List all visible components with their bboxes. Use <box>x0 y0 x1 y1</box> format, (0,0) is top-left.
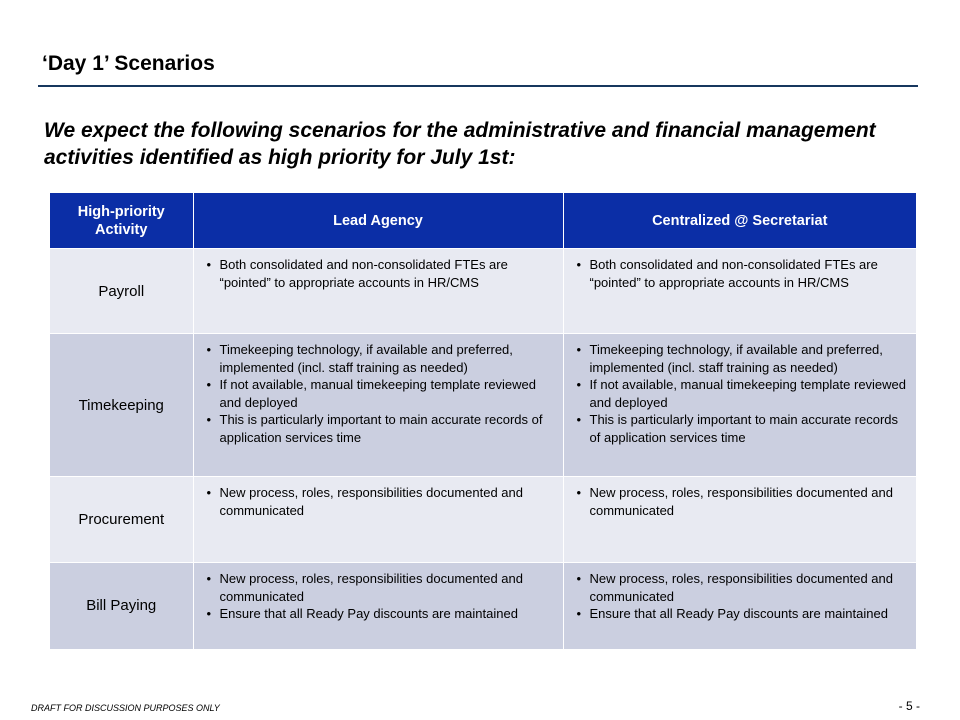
header-centralized: Centralized @ Secretariat <box>563 193 916 249</box>
bullet-item: • New process, roles, responsibilities documented and communicated <box>207 484 555 519</box>
table-row <box>50 249 916 334</box>
bullet-item: • Both consolidated and non-consolidated FTEs are “pointed” to appropriate accounts in HR/CMS <box>577 256 909 291</box>
page-number: - 5 - <box>898 699 920 713</box>
table-row <box>50 334 916 477</box>
slide-title: ‘Day 1’ Scenarios <box>42 52 215 75</box>
title-divider <box>38 85 918 87</box>
activity-cell: Bill Paying <box>50 563 193 649</box>
scenarios-table <box>50 193 916 649</box>
activity-cell: Procurement <box>50 477 193 563</box>
header-lead-agency: Lead Agency <box>193 193 563 249</box>
bullet-item: • If not available, manual timekeeping template reviewed and deployed <box>577 376 909 411</box>
bullet-item: • Ensure that all Ready Pay discounts are maintained <box>207 605 555 623</box>
slide-subtitle: We expect the following scenarios for the administrative and financial management activities identified as high priority for July 1st: <box>44 119 876 169</box>
table-row <box>50 477 916 563</box>
draft-disclaimer: DRAFT FOR DISCUSSION PURPOSES ONLY <box>31 703 220 713</box>
centralized-cell <box>563 477 916 563</box>
activity-cell: Timekeeping <box>50 334 193 477</box>
bullet-item: • If not available, manual timekeeping template reviewed and deployed <box>207 376 555 411</box>
table-header-row <box>50 193 916 249</box>
lead-agency-cell <box>193 477 563 563</box>
header-activity: High-priority Activity <box>50 193 193 249</box>
bullet-item: • Both consolidated and non-consolidated FTEs are “pointed” to appropriate accounts in HR/CMS <box>207 256 555 291</box>
centralized-cell <box>563 563 916 649</box>
centralized-cell <box>563 334 916 477</box>
lead-agency-cell <box>193 563 563 649</box>
lead-agency-cell <box>193 334 563 477</box>
bullet-item: • Timekeeping technology, if available and preferred, implemented (incl. staff training as needed) <box>207 341 555 376</box>
centralized-cell <box>563 249 916 334</box>
activity-cell: Payroll <box>50 249 193 334</box>
bullet-item: • New process, roles, responsibilities documented and communicated <box>577 570 909 605</box>
bullet-item: • This is particularly important to main accurate records of application services time <box>577 411 909 446</box>
bullet-item: • Timekeeping technology, if available and preferred, implemented (incl. staff training as needed) <box>577 341 909 376</box>
bullet-item: • New process, roles, responsibilities documented and communicated <box>577 484 909 519</box>
bullet-item: • New process, roles, responsibilities documented and communicated <box>207 570 555 605</box>
bullet-item: • This is particularly important to main accurate records of application services time <box>207 411 555 446</box>
table-row <box>50 563 916 649</box>
bullet-item: • Ensure that all Ready Pay discounts are maintained <box>577 605 909 623</box>
lead-agency-cell <box>193 249 563 334</box>
